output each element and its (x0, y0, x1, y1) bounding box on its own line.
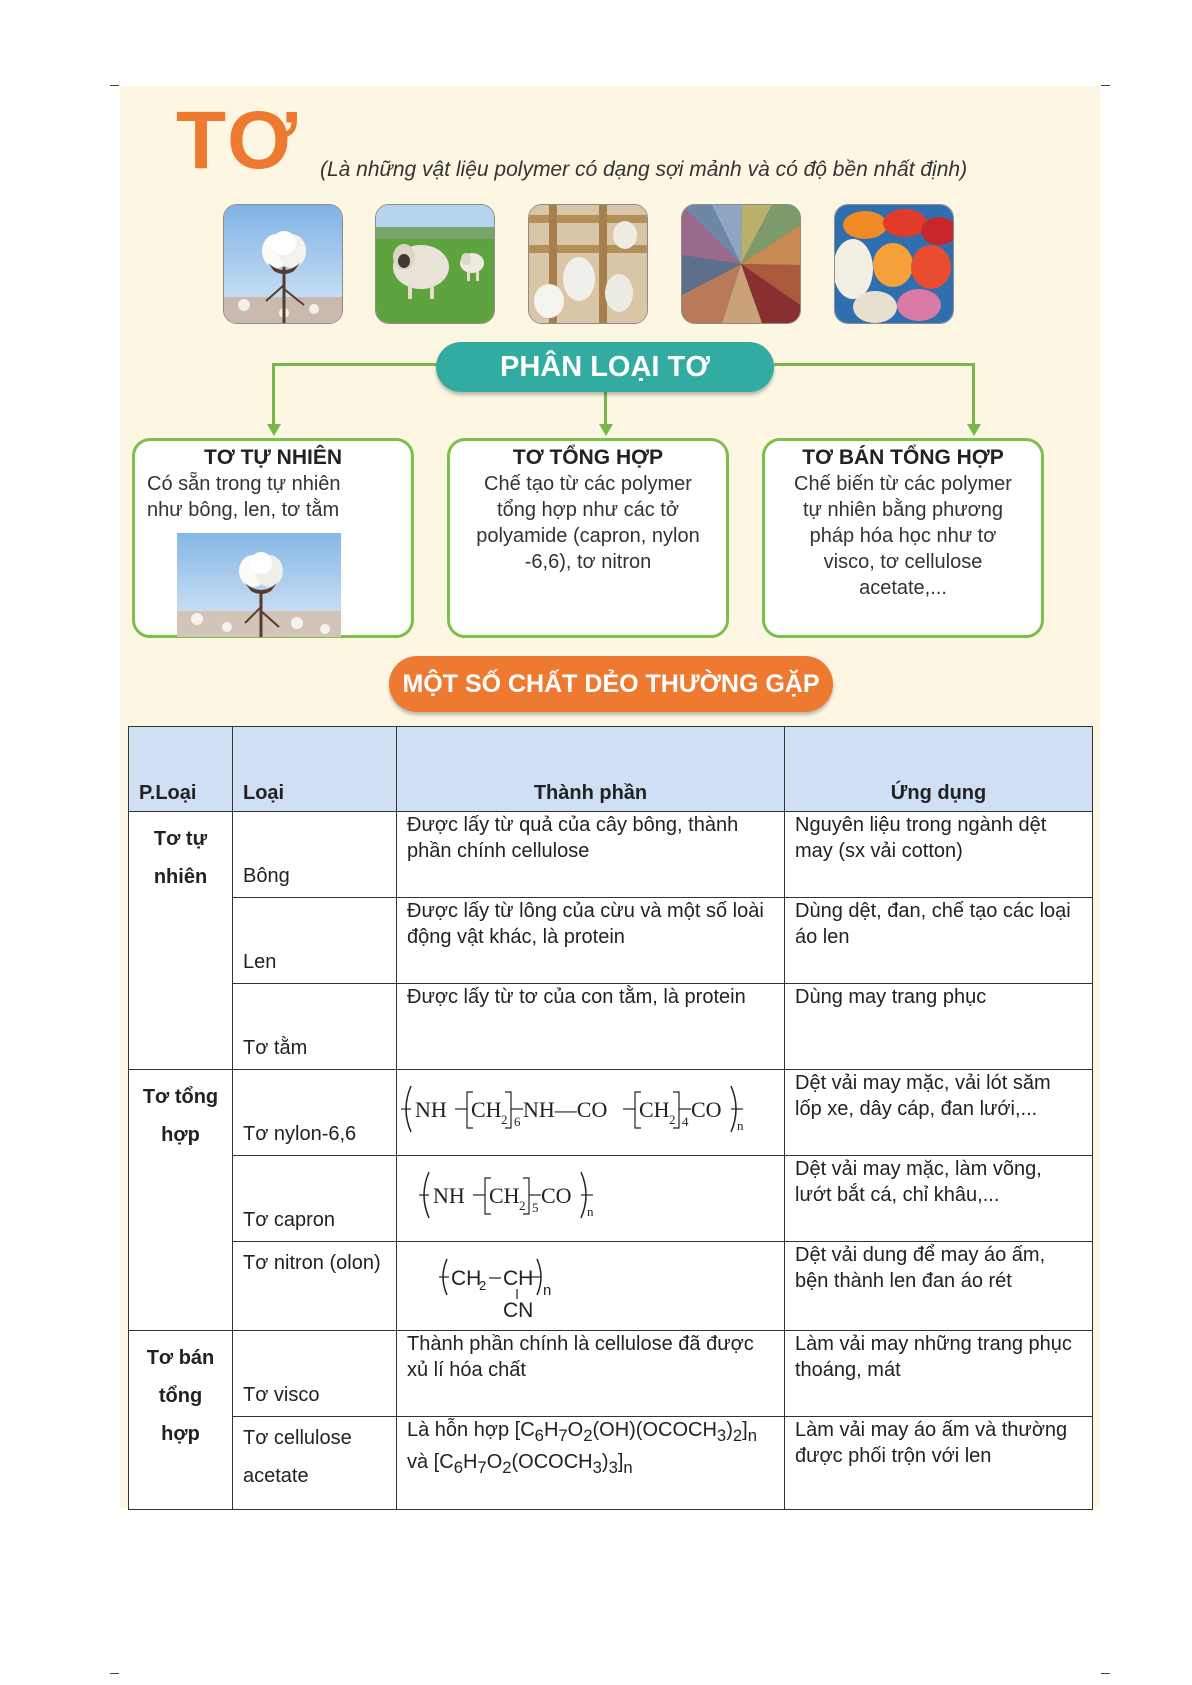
formula-text: ] (617, 1451, 624, 1473)
cotton-bolls-photo (223, 204, 343, 324)
card-title: TƠ TỔNG HỢP (512, 446, 664, 469)
formula-text: O (567, 1419, 584, 1441)
composition-cell: Được lấy từ tơ của con tằm, là protein (397, 984, 785, 1070)
formula-subscript: n (587, 1204, 594, 1219)
header-composition: Thành phần (397, 727, 785, 812)
formula-text: CO (691, 1097, 722, 1122)
kind-cell: Tơ cellulose acetate (233, 1417, 397, 1510)
card-natural-fiber (132, 438, 414, 638)
composition-cell: Thành phần chính là cellulose đã được xủ lí hóa chất (397, 1331, 785, 1417)
table-header-row (129, 727, 1093, 812)
formula-subscript: n (623, 1458, 633, 1477)
group-cell: Tơ tự nhiên (129, 812, 233, 1070)
formula-text: NH (415, 1097, 447, 1122)
table-row (129, 1242, 1093, 1331)
formula-line: Là hỗn hợp $[C_6H_7O_2(OH)(OCOCH_3)_2]_n$ (407, 1419, 757, 1445)
usage-cell: Làm vải may những trang phục thoáng, mát (785, 1331, 1093, 1417)
header-kind: Loại (233, 727, 397, 812)
formula-text: CH (451, 1266, 482, 1290)
formula-text: CN (503, 1298, 534, 1322)
formula-text: C (439, 1451, 454, 1473)
formula-text: ] (742, 1419, 748, 1441)
arrow-down-icon (599, 424, 613, 436)
arrow-down-icon (967, 424, 981, 436)
formula-subscript: 6 (514, 1114, 521, 1129)
infographic-panel (120, 86, 1100, 1508)
usage-cell: Dùng dệt, đan, chế tạo các loại áo len (785, 898, 1093, 984)
table-row (129, 984, 1093, 1070)
usage-cell: Nguyên liệu trong ngành dệt may (sx vải cotton) (785, 812, 1093, 898)
formula-text: (OH)(OCOCH (592, 1419, 717, 1441)
card-text: polyamide (capron, nylon (476, 525, 700, 547)
cotton-photo (177, 533, 341, 637)
formula-text: C (520, 1419, 535, 1441)
card-synthetic-fiber (447, 438, 729, 638)
formula-subscript: 4 (682, 1114, 689, 1129)
formula-text: (OCOCH (511, 1451, 593, 1473)
group-cell: Tơ tổng hợp (129, 1070, 233, 1331)
formula-text: CO (541, 1183, 572, 1208)
kind-cell: Tơ visco (233, 1331, 397, 1417)
crop-mark (1101, 85, 1110, 86)
formula-subscript: 2 (583, 1426, 593, 1445)
connector-line (774, 363, 974, 366)
plastics-heading: MỘT SỐ CHẤT DẺO THƯỜNG GẶP (389, 656, 833, 712)
kind-cell: Tơ nitron (olon) (233, 1242, 397, 1331)
card-text: Chế tạo từ các polymer (484, 473, 692, 495)
connector-line (272, 363, 436, 366)
page-subtitle: (Là những vật liệu polymer có dạng sợi mảnh và có độ bền nhất định) (320, 158, 968, 181)
acetate-composition (397, 1417, 785, 1510)
card-text: visco, tơ cellulose (823, 551, 983, 573)
table-row (129, 898, 1093, 984)
colored-yarn-photo (834, 204, 954, 324)
connector-line (972, 363, 975, 427)
card-title: TƠ BÁN TỔNG HỢP (802, 446, 1004, 469)
composition-cell: Được lấy từ lông của cừu và một số loài động vật khác, là protein (397, 898, 785, 984)
crop-mark (110, 1673, 119, 1674)
formula-subscript: 3 (716, 1426, 727, 1445)
formula-text: NH—CO (523, 1097, 608, 1122)
formula-subscript: 5 (532, 1200, 539, 1215)
connector-line (272, 363, 275, 427)
fabric-rolls-photo (681, 204, 801, 324)
table-row (129, 1417, 1093, 1510)
usage-cell: Dệt vải may mặc, làm võng, lướt bắt cá, chỉ khâu,... (785, 1156, 1093, 1242)
header-usage: Ứng dụng (785, 727, 1093, 812)
card-text: Có sẵn trong tự nhiên (147, 473, 341, 495)
formula-text: CH (503, 1266, 534, 1290)
sheep-photo (375, 204, 495, 324)
capron-formula (397, 1156, 785, 1242)
card-text: như bông, len, tơ tằm (147, 499, 340, 521)
formula-subscript: n (543, 1281, 552, 1299)
formula-text: O (486, 1451, 503, 1473)
formula-text: CH (489, 1183, 520, 1208)
formula-subscript: 2 (501, 1112, 508, 1127)
formula-subscript: 2 (502, 1458, 512, 1477)
kind-cell: Bông (233, 812, 397, 898)
card-text: tự nhiên bằng phương (802, 499, 1004, 521)
usage-cell: Dệt vải dung để may áo ấm, bện thành len đan áo rét (785, 1242, 1093, 1331)
card-text: -6,6), tơ nitron (524, 551, 652, 573)
table-row (129, 1070, 1093, 1156)
nylon-formula (397, 1070, 785, 1156)
kind-cell: Tơ nylon-6,6 (233, 1070, 397, 1156)
formula-subscript: n (747, 1426, 757, 1445)
connector-line (604, 392, 607, 427)
composition-cell: Được lấy từ quả của cây bông, thành phần chính cellulose (397, 812, 785, 898)
formula-subscript: n (737, 1118, 744, 1133)
fiber-table (128, 726, 1093, 1510)
usage-cell: Dệt vải may mặc, vải lót săm lốp xe, dây cáp, đan lưới,... (785, 1070, 1093, 1156)
table-row (129, 1156, 1093, 1242)
formula-text: ) (601, 1451, 609, 1473)
formula-subscript: 6 (453, 1458, 463, 1477)
formula-line: và $[C_6H_7O_2(OCOCH_3)_3]_n$ (407, 1451, 633, 1477)
page-title: TƠ (176, 95, 299, 186)
formula-subscript: 2 (519, 1198, 526, 1213)
crop-mark (110, 85, 119, 86)
formula-subscript: 2 (669, 1112, 676, 1127)
table-row (129, 1331, 1093, 1417)
classification-heading: PHÂN LOẠI TƠ (436, 342, 774, 392)
card-semi-synthetic-fiber (762, 438, 1044, 638)
kind-cell: Len (233, 898, 397, 984)
formula-subscript: 2 (479, 1277, 487, 1293)
usage-cell: Dùng may trang phục (785, 984, 1093, 1070)
group-cell: Tơ bán tổng hợp (129, 1331, 233, 1510)
formula-text: và (407, 1451, 429, 1473)
arrow-down-icon (267, 424, 281, 436)
crop-mark (1101, 1673, 1110, 1674)
card-title: TƠ TỰ NHIÊN (204, 446, 342, 469)
formula-text: ) (726, 1419, 733, 1441)
formula-text: CH (471, 1097, 502, 1122)
formula-text: H (543, 1419, 559, 1441)
card-text: pháp hóa học như tơ (809, 525, 997, 547)
formula-text: CH (639, 1097, 670, 1122)
silkworm-cocoons-photo (528, 204, 648, 324)
formula-subscript: 3 (608, 1458, 618, 1477)
formula-subscript: 7 (558, 1426, 568, 1445)
formula-subscript: 2 (732, 1426, 743, 1445)
card-text: tổng hợp như các tở (497, 499, 679, 521)
header-group: P.Loại (129, 727, 233, 812)
card-text: acetate,... (859, 577, 947, 599)
formula-text: NH (433, 1183, 465, 1208)
kind-cell: Tơ capron (233, 1156, 397, 1242)
formula-subscript: 6 (534, 1426, 544, 1445)
formula-subscript: 3 (592, 1458, 602, 1477)
formula-text: Là hỗn hợp (407, 1419, 510, 1441)
card-text: Chế biến từ các polymer (794, 473, 1012, 495)
formula-subscript: 7 (477, 1458, 487, 1477)
nitron-formula (397, 1242, 785, 1331)
usage-cell: Làm vải may áo ấm và thường được phối trộn với len (785, 1417, 1093, 1510)
kind-cell: Tơ tằm (233, 984, 397, 1070)
table-row (129, 812, 1093, 898)
formula-text: H (462, 1451, 478, 1473)
